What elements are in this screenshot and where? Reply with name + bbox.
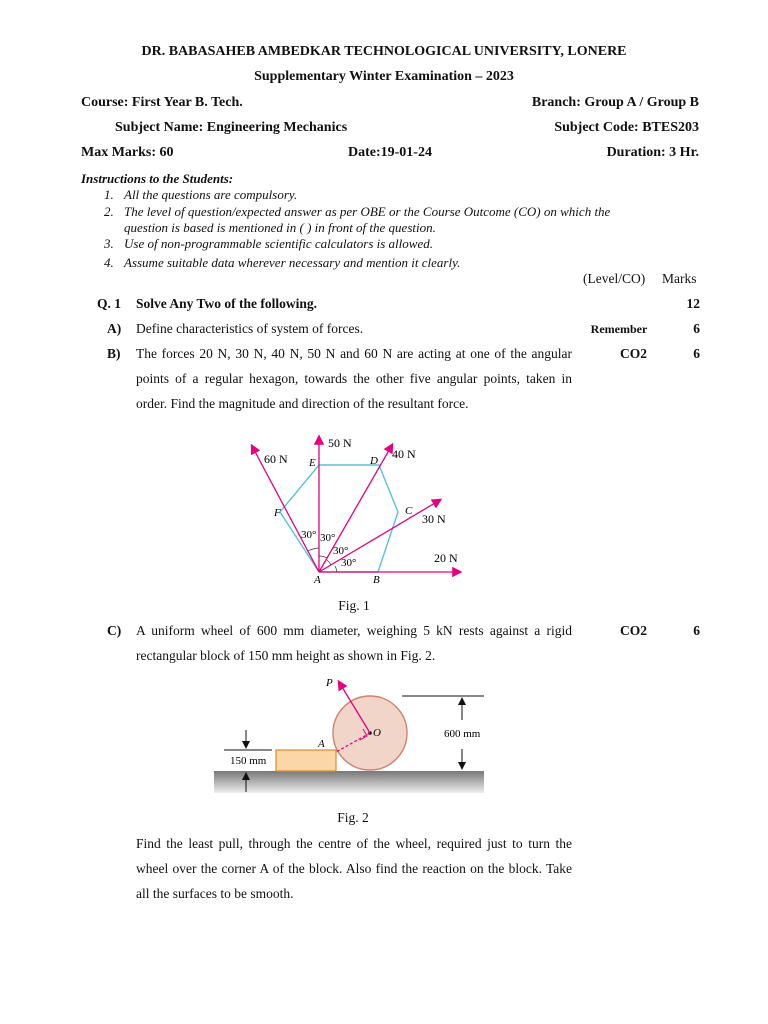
- hexagon-force-diagram: [240, 425, 470, 590]
- instruction-num: 1.: [104, 187, 114, 202]
- subq-level: CO2: [620, 623, 647, 638]
- instruction-text: All the questions are compulsory.: [124, 187, 298, 202]
- angle-label: 30°: [333, 545, 349, 557]
- rigid-block: [276, 750, 336, 771]
- angle-arc: [308, 548, 319, 551]
- vertex-label: D: [370, 455, 378, 467]
- angle-label: 30°: [320, 532, 336, 544]
- followup-text: Find the least pull, through the centre of the wheel, required just to turn the wheel over the corner A of the block. Also find the reaction on the block. Take all the surfaces to be smooth.: [136, 836, 572, 901]
- question-marks: 12: [686, 296, 700, 311]
- subq-text: A uniform wheel of 600 mm diameter, weighing 5 kN rests against a rigid rectangular block of 150 mm height as shown in Fig. 2.: [136, 623, 572, 663]
- marks-header: Marks: [662, 271, 697, 286]
- vertex-label: C: [405, 505, 413, 517]
- figure-caption: Fig. 1: [338, 598, 370, 613]
- force-30-label: 30 N: [422, 512, 446, 526]
- p-label: P: [326, 677, 333, 689]
- force-60-label: 60 N: [264, 452, 288, 466]
- exam-date: Date:19-01-24: [348, 145, 432, 160]
- subq-level: Remember: [590, 322, 648, 336]
- course: Course: First Year B. Tech.: [81, 95, 243, 110]
- a-label: A: [318, 738, 325, 750]
- dim-600-label: 600 mm: [444, 728, 481, 740]
- force-20-label: 20 N: [434, 551, 458, 565]
- subq-label: A): [107, 321, 122, 336]
- max-marks: Max Marks: 60: [81, 145, 174, 160]
- subq-label: C): [107, 623, 122, 638]
- university-name: DR. BABASAHEB AMBEDKAR TECHNOLOGICAL UNIVERSITY, LONERE: [141, 44, 627, 59]
- figure-caption: Fig. 2: [337, 810, 369, 825]
- question-number: Q. 1: [97, 296, 122, 311]
- subq-text: The forces 20 N, 30 N, 40 N, 50 N and 60 N are acting at one of the angular points of a regular hexagon, towards the other five angular points, taken in order. Find the magnitude and direction of the resultant force.: [136, 346, 572, 411]
- force-30-arrow: [319, 500, 440, 572]
- question-title: Solve Any Two of the following.: [136, 296, 318, 311]
- force-40-label: 40 N: [392, 447, 416, 461]
- instruction-text: The level of question/expected answer as per OBE or the Course Outcome (CO) on which the: [124, 204, 611, 219]
- vertex-label: B: [373, 574, 380, 586]
- angle-label: 30°: [301, 529, 317, 541]
- subq-marks: 6: [693, 346, 700, 361]
- instruction-num: 4.: [104, 255, 114, 270]
- vertex-label: F: [274, 507, 281, 519]
- angle-arc: [335, 566, 337, 572]
- vertex-label: A: [314, 574, 321, 586]
- subject-code: Subject Code: BTES203: [554, 120, 699, 135]
- o-label: O: [373, 727, 381, 739]
- subq-text: Define characteristics of system of forces.: [136, 321, 364, 336]
- force-40-arrow: [319, 445, 392, 572]
- wheel-block-diagram: [212, 672, 497, 802]
- angle-arc: [319, 556, 327, 558]
- instructions-heading: Instructions to the Students:: [81, 171, 234, 186]
- instruction-text-cont: question is based is mentioned in ( ) in front of the question.: [124, 220, 436, 235]
- instruction-num: 3.: [104, 236, 114, 251]
- subq-marks: 6: [693, 321, 700, 336]
- ground: [214, 771, 484, 793]
- dim-150-label: 150 mm: [230, 755, 267, 767]
- duration: Duration: 3 Hr.: [606, 145, 699, 160]
- force-50-label: 50 N: [328, 436, 352, 450]
- subq-level: CO2: [620, 346, 647, 361]
- subq-label: B): [107, 346, 121, 361]
- vertex-label: E: [309, 457, 316, 469]
- level-co-header: (Level/CO): [583, 271, 646, 286]
- instruction-num: 2.: [104, 204, 114, 219]
- instruction-text: Use of non-programmable scientific calculators is allowed.: [124, 236, 433, 251]
- subq-marks: 6: [693, 623, 700, 638]
- angle-label: 30°: [341, 557, 357, 569]
- exam-title: Supplementary Winter Examination – 2023: [254, 69, 514, 84]
- angle-arc: [327, 560, 331, 565]
- subject-name: Subject Name: Engineering Mechanics: [115, 120, 348, 135]
- instruction-text: Assume suitable data wherever necessary and mention it clearly.: [124, 255, 461, 270]
- branch: Branch: Group A / Group B: [531, 95, 699, 110]
